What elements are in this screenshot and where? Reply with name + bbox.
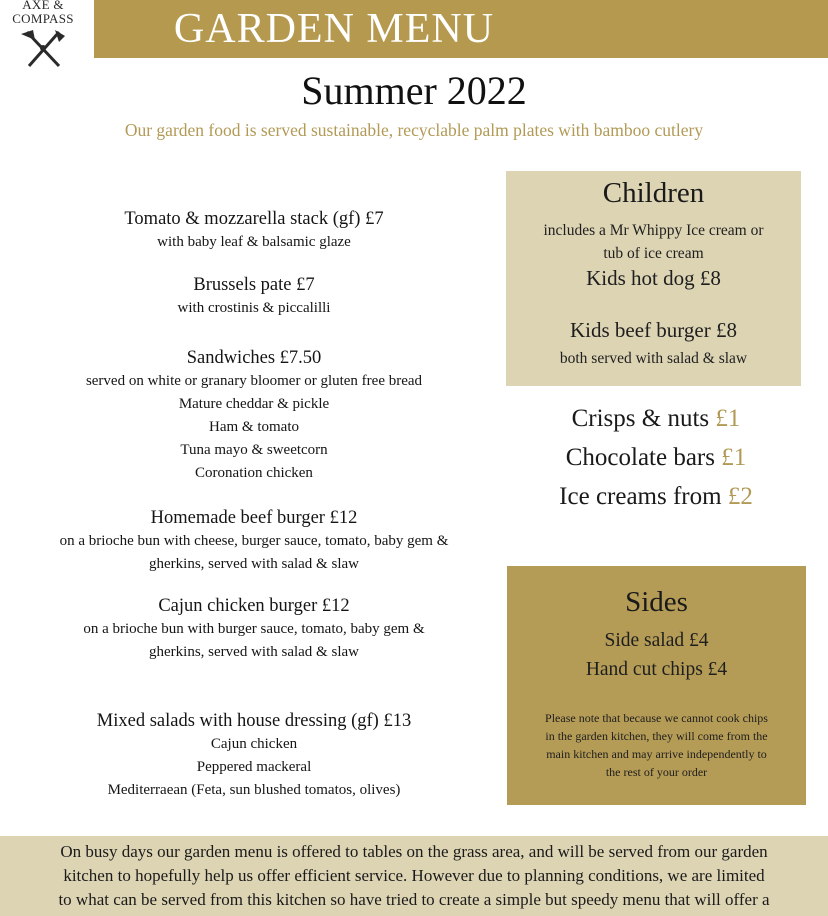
- children-note-line: tub of ice cream: [603, 245, 704, 262]
- sides-heading: Sides: [625, 586, 688, 618]
- dish-name: Brussels pate £7: [193, 275, 315, 295]
- snack-item: [506, 404, 806, 434]
- sides-note-line: in the garden kitchen, they will come from the: [545, 729, 768, 743]
- sandwich-filling: Coronation chicken: [195, 465, 313, 481]
- dish-desc-line: gherkins, served with salad & slaw: [149, 556, 359, 572]
- dish-desc: with baby leaf & balsamic glaze: [157, 234, 351, 250]
- snack-name: Crisps & nuts: [571, 405, 710, 432]
- dish-desc: served on white or granary bloomer or gluten free bread: [85, 373, 423, 389]
- menu-item-cajun-burger: [0, 594, 508, 664]
- salad-option: Mediterraean (Feta, sun blushed tomatos, olives): [107, 782, 401, 798]
- dish-name: Homemade beef burger £12: [150, 508, 358, 528]
- kids-item: Kids beef burger £8: [570, 318, 737, 342]
- menu-item-salads: [0, 709, 508, 802]
- logo-text-line1: AXE &: [22, 0, 64, 12]
- subtitle: Our garden food is served sustainable, recyclable palm plates with bamboo cutlery: [124, 120, 704, 140]
- sandwich-filling: Tuna mayo & sweetcorn: [180, 442, 328, 458]
- dish-name: Cajun chicken burger £12: [158, 596, 350, 616]
- footer-line: On busy days our garden menu is offered to tables on the grass area, and will be served from our garden: [60, 842, 768, 861]
- side-item: Side salad £4: [604, 630, 709, 651]
- children-note: [506, 219, 801, 265]
- footer-notice: [0, 836, 828, 916]
- dish-desc-line: on a brioche bun with cheese, burger sauce, tomato, baby gem &: [59, 533, 449, 549]
- snack-item: [506, 443, 806, 473]
- snack-item: [506, 482, 806, 512]
- side-item: Hand cut chips £4: [585, 659, 728, 680]
- dish-desc-line: on a brioche bun with burger sauce, tomato, baby gem &: [83, 621, 425, 637]
- children-box: [506, 171, 801, 386]
- salad-option: Peppered mackeral: [196, 759, 312, 775]
- menu-item-beef-burger: [0, 506, 508, 576]
- sides-note-line: the rest of your order: [605, 765, 708, 779]
- menu-item-tomato: [0, 207, 508, 254]
- logo: [0, 0, 86, 76]
- season-heading: Summer 2022: [301, 68, 527, 113]
- children-heading: Children: [602, 177, 705, 209]
- children-note-line: includes a Mr Whippy Ice cream or: [543, 222, 764, 239]
- salad-option: Cajun chicken: [210, 736, 298, 752]
- sides-note: [521, 709, 792, 781]
- menu-item-sandwiches: [0, 346, 508, 485]
- snack-price: £2: [727, 483, 753, 510]
- kids-item: Kids hot dog £8: [586, 266, 721, 290]
- title-banner: [94, 0, 828, 58]
- dish-name: Tomato & mozzarella stack (gf) £7: [124, 209, 384, 229]
- dish-name: Mixed salads with house dressing (gf) £13: [96, 711, 412, 731]
- dish-name: Sandwiches £7.50: [186, 348, 322, 368]
- snack-name: Ice creams from: [559, 483, 722, 510]
- menu-item-brussels: [0, 273, 508, 320]
- footer-line: to what can be served from this kitchen so have tried to create a simple but speedy menu that will offer a: [58, 890, 770, 909]
- sides-note-line: Please note that because we cannot cook chips: [545, 711, 768, 725]
- snack-price: £1: [715, 405, 741, 432]
- footer-line: kitchen to hopefully help us offer efficient service. However due to planning conditions, we are limited: [63, 866, 765, 885]
- snack-price: £1: [721, 444, 747, 471]
- sandwich-filling: Ham & tomato: [209, 419, 299, 435]
- logo-text-line2: COMPASS: [12, 11, 74, 26]
- sides-note-line: main kitchen and may arrive independently to: [546, 747, 767, 761]
- menu-title: GARDEN MENU: [173, 6, 495, 52]
- sandwich-filling: Mature cheddar & pickle: [178, 396, 330, 412]
- kids-note: both served with salad & slaw: [559, 350, 748, 367]
- dish-desc-line: gherkins, served with salad & slaw: [149, 644, 359, 660]
- snack-name: Chocolate bars: [565, 444, 715, 471]
- dish-desc: with crostinis & piccalilli: [177, 300, 331, 316]
- crossed-axe-compass-icon: [19, 28, 67, 68]
- sides-box: [507, 566, 806, 805]
